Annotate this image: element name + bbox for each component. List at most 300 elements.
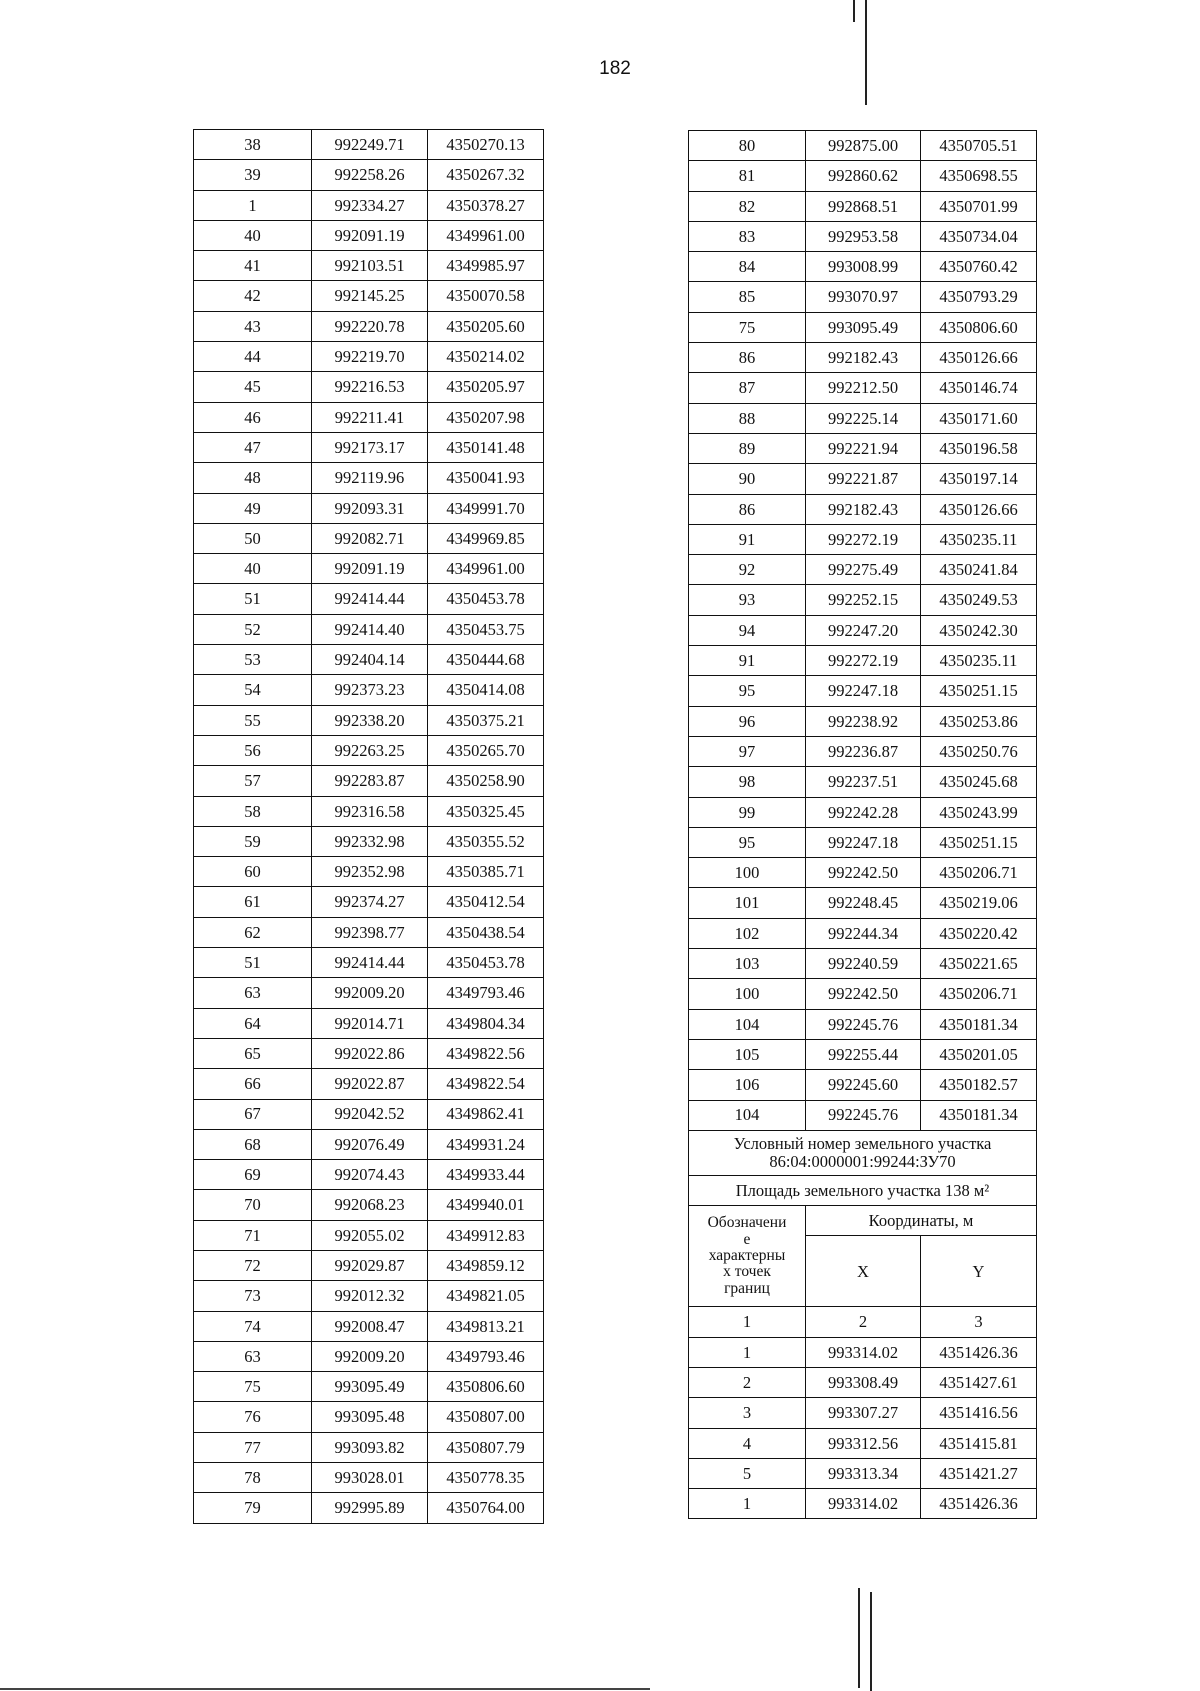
x-coordinate: 992875.00 (806, 131, 921, 161)
table-row (194, 1008, 544, 1038)
table-row (689, 373, 1037, 403)
point-number: 51 (194, 948, 312, 978)
x-coordinate: 992145.25 (312, 281, 428, 311)
y-coordinate: 4350793.29 (921, 282, 1037, 312)
x-coordinate: 992216.53 (312, 372, 428, 402)
x-coordinate: 992012.32 (312, 1281, 428, 1311)
x-coordinate: 992237.51 (806, 767, 921, 797)
x-coordinate: 992093.31 (312, 493, 428, 523)
point-number: 46 (194, 402, 312, 432)
header-points: Обозначени е характерны х точек границ (689, 1206, 806, 1307)
y-coordinate: 4350265.70 (428, 735, 544, 765)
y-coordinate: 4349813.21 (428, 1311, 544, 1341)
table-row (689, 1398, 1037, 1428)
x-coordinate: 992334.27 (312, 190, 428, 220)
y-coordinate: 4350778.35 (428, 1463, 544, 1493)
table-row (689, 646, 1037, 676)
point-number: 87 (689, 373, 806, 403)
y-coordinate: 4350214.02 (428, 342, 544, 372)
y-coordinate: 4350201.05 (921, 1039, 1037, 1069)
table-row (194, 1190, 544, 1220)
header-coordinates: Координаты, м (806, 1206, 1037, 1236)
point-number: 65 (194, 1038, 312, 1068)
point-number: 40 (194, 554, 312, 584)
y-coordinate: 4349940.01 (428, 1190, 544, 1220)
scan-fold-line (865, 0, 867, 105)
x-coordinate: 992248.45 (806, 888, 921, 918)
table-row (689, 1100, 1037, 1130)
x-coordinate: 992119.96 (312, 463, 428, 493)
point-number: 106 (689, 1070, 806, 1100)
point-number: 52 (194, 614, 312, 644)
y-coordinate: 4351416.56 (921, 1398, 1037, 1428)
point-number: 64 (194, 1008, 312, 1038)
y-coordinate: 4351427.61 (921, 1367, 1037, 1397)
y-coordinate: 4350171.60 (921, 403, 1037, 433)
point-number: 68 (194, 1129, 312, 1159)
x-coordinate: 993308.49 (806, 1367, 921, 1397)
y-coordinate: 4350734.04 (921, 221, 1037, 251)
point-number: 84 (689, 252, 806, 282)
table-row (689, 888, 1037, 918)
column-number: 1 (689, 1307, 806, 1337)
y-coordinate: 4350444.68 (428, 645, 544, 675)
point-number: 53 (194, 645, 312, 675)
table-row (194, 887, 544, 917)
table-row (689, 1367, 1037, 1397)
y-coordinate: 4350705.51 (921, 131, 1037, 161)
point-number: 95 (689, 676, 806, 706)
x-coordinate: 992404.14 (312, 645, 428, 675)
y-coordinate: 4350181.34 (921, 1009, 1037, 1039)
point-number: 62 (194, 917, 312, 947)
x-coordinate: 992236.87 (806, 736, 921, 766)
x-coordinate: 993313.34 (806, 1458, 921, 1488)
left-coordinates-table (193, 129, 544, 1524)
x-coordinate: 992009.20 (312, 1341, 428, 1371)
x-coordinate: 992868.51 (806, 191, 921, 221)
y-coordinate: 4350241.84 (921, 555, 1037, 585)
x-coordinate: 992182.43 (806, 494, 921, 524)
y-coordinate: 4350453.78 (428, 948, 544, 978)
point-number: 72 (194, 1250, 312, 1280)
point-number: 95 (689, 827, 806, 857)
y-coordinate: 4349912.83 (428, 1220, 544, 1250)
x-coordinate: 992242.50 (806, 979, 921, 1009)
table-row (194, 857, 544, 887)
x-coordinate: 992076.49 (312, 1129, 428, 1159)
y-coordinate: 4349793.46 (428, 978, 544, 1008)
table-row (194, 735, 544, 765)
point-number: 73 (194, 1281, 312, 1311)
y-coordinate: 4350701.99 (921, 191, 1037, 221)
y-coordinate: 4350806.60 (428, 1372, 544, 1402)
table-row (689, 403, 1037, 433)
x-coordinate: 992173.17 (312, 432, 428, 462)
point-number: 77 (194, 1432, 312, 1462)
point-number: 75 (194, 1372, 312, 1402)
point-number: 56 (194, 735, 312, 765)
point-number: 5 (689, 1458, 806, 1488)
y-coordinate: 4350245.68 (921, 767, 1037, 797)
y-coordinate: 4349991.70 (428, 493, 544, 523)
x-coordinate: 992352.98 (312, 857, 428, 887)
y-coordinate: 4350698.55 (921, 161, 1037, 191)
y-coordinate: 4350438.54 (428, 917, 544, 947)
y-coordinate: 4350041.93 (428, 463, 544, 493)
y-coordinate: 4350806.60 (921, 312, 1037, 342)
x-coordinate: 992398.77 (312, 917, 428, 947)
y-coordinate: 4350760.42 (921, 252, 1037, 282)
point-number: 82 (689, 191, 806, 221)
point-number: 86 (689, 494, 806, 524)
point-number: 83 (689, 221, 806, 251)
table-row (194, 584, 544, 614)
y-coordinate: 4350205.97 (428, 372, 544, 402)
x-coordinate: 993095.48 (312, 1402, 428, 1432)
table-row (689, 797, 1037, 827)
parcel-area-caption: Площадь земельного участка 138 м² (689, 1175, 1037, 1205)
point-number: 49 (194, 493, 312, 523)
point-number: 92 (689, 555, 806, 585)
point-number: 104 (689, 1009, 806, 1039)
y-coordinate: 4349862.41 (428, 1099, 544, 1129)
point-number: 97 (689, 736, 806, 766)
x-coordinate: 992272.19 (806, 524, 921, 554)
y-coordinate: 4350251.15 (921, 827, 1037, 857)
table-row (194, 1069, 544, 1099)
table-row (689, 1070, 1037, 1100)
point-number: 67 (194, 1099, 312, 1129)
point-number: 75 (689, 312, 806, 342)
y-coordinate: 4350355.52 (428, 826, 544, 856)
point-number: 47 (194, 432, 312, 462)
x-coordinate: 992042.52 (312, 1099, 428, 1129)
y-coordinate: 4349933.44 (428, 1160, 544, 1190)
table-row (194, 1372, 544, 1402)
x-coordinate: 992221.94 (806, 433, 921, 463)
y-coordinate: 4350196.58 (921, 433, 1037, 463)
column-number: 3 (921, 1307, 1037, 1337)
table-row (689, 161, 1037, 191)
y-coordinate: 4350207.98 (428, 402, 544, 432)
point-number: 1 (689, 1489, 806, 1519)
y-coordinate: 4351421.27 (921, 1458, 1037, 1488)
table-row (194, 614, 544, 644)
table-row (194, 1129, 544, 1159)
point-number: 100 (689, 979, 806, 1009)
y-coordinate: 4350206.71 (921, 979, 1037, 1009)
table-row (689, 464, 1037, 494)
y-coordinate: 4350141.48 (428, 432, 544, 462)
table-row (194, 1341, 544, 1371)
point-number: 1 (689, 1337, 806, 1367)
point-number: 102 (689, 918, 806, 948)
point-number: 57 (194, 766, 312, 796)
table-row (689, 191, 1037, 221)
table-row (194, 978, 544, 1008)
point-number: 93 (689, 585, 806, 615)
x-coordinate: 992263.25 (312, 735, 428, 765)
y-coordinate: 4349961.00 (428, 554, 544, 584)
y-coordinate: 4349822.56 (428, 1038, 544, 1068)
table-row (689, 282, 1037, 312)
table-row (194, 917, 544, 947)
table-row (194, 554, 544, 584)
point-number: 78 (194, 1463, 312, 1493)
point-number: 4 (689, 1428, 806, 1458)
point-number: 1 (194, 190, 312, 220)
table-row (689, 858, 1037, 888)
x-coordinate: 992244.34 (806, 918, 921, 948)
x-coordinate: 992338.20 (312, 705, 428, 735)
table-row (689, 252, 1037, 282)
point-number: 90 (689, 464, 806, 494)
x-coordinate: 993095.49 (806, 312, 921, 342)
table-row (689, 615, 1037, 645)
table-row (194, 220, 544, 250)
point-number: 80 (689, 131, 806, 161)
column-number-row (689, 1307, 1037, 1337)
point-number: 66 (194, 1069, 312, 1099)
y-coordinate: 4350219.06 (921, 888, 1037, 918)
x-coordinate: 992414.44 (312, 948, 428, 978)
point-number: 99 (689, 797, 806, 827)
x-coordinate: 992014.71 (312, 1008, 428, 1038)
y-coordinate: 4350253.86 (921, 706, 1037, 736)
table-row (689, 585, 1037, 615)
y-coordinate: 4350126.66 (921, 343, 1037, 373)
point-number: 41 (194, 251, 312, 281)
table-row (689, 1039, 1037, 1069)
header-y: Y (921, 1236, 1037, 1307)
table-row (194, 1463, 544, 1493)
point-number: 81 (689, 161, 806, 191)
point-number: 96 (689, 706, 806, 736)
y-coordinate: 4350205.60 (428, 311, 544, 341)
table-row (194, 1038, 544, 1068)
point-number: 74 (194, 1311, 312, 1341)
point-number: 86 (689, 343, 806, 373)
x-coordinate: 992414.40 (312, 614, 428, 644)
table-row (194, 1099, 544, 1129)
point-number: 63 (194, 1341, 312, 1371)
point-number: 50 (194, 523, 312, 553)
point-number: 51 (194, 584, 312, 614)
table-row (194, 463, 544, 493)
x-coordinate: 993008.99 (806, 252, 921, 282)
table-row (194, 1402, 544, 1432)
y-coordinate: 4350206.71 (921, 858, 1037, 888)
y-coordinate: 4350126.66 (921, 494, 1037, 524)
x-coordinate: 992242.28 (806, 797, 921, 827)
table-row (194, 432, 544, 462)
point-number: 79 (194, 1493, 312, 1523)
y-coordinate: 4350249.53 (921, 585, 1037, 615)
point-number: 40 (194, 220, 312, 250)
x-coordinate: 992009.20 (312, 978, 428, 1008)
table-row (194, 796, 544, 826)
y-coordinate: 4350235.11 (921, 646, 1037, 676)
parcel-number-caption: Условный номер земельного участка 86:04:0000001:99244:ЗУ70 (689, 1130, 1037, 1175)
point-number: 61 (194, 887, 312, 917)
x-coordinate: 992245.76 (806, 1009, 921, 1039)
point-number: 89 (689, 433, 806, 463)
x-coordinate: 992953.58 (806, 221, 921, 251)
point-number: 63 (194, 978, 312, 1008)
y-coordinate: 4350235.11 (921, 524, 1037, 554)
x-coordinate: 992247.18 (806, 827, 921, 857)
y-coordinate: 4349822.54 (428, 1069, 544, 1099)
table-row (194, 1281, 544, 1311)
point-number: 45 (194, 372, 312, 402)
table-row (194, 948, 544, 978)
x-coordinate: 992103.51 (312, 251, 428, 281)
point-number: 91 (689, 646, 806, 676)
parcel-caption-row (689, 1130, 1037, 1175)
point-number: 58 (194, 796, 312, 826)
x-coordinate: 992211.41 (312, 402, 428, 432)
point-number: 103 (689, 949, 806, 979)
x-coordinate: 993095.49 (312, 1372, 428, 1402)
x-coordinate: 992332.98 (312, 826, 428, 856)
y-coordinate: 4350197.14 (921, 464, 1037, 494)
y-coordinate: 4349859.12 (428, 1250, 544, 1280)
y-coordinate: 4350258.90 (428, 766, 544, 796)
table-row (194, 311, 544, 341)
right-coordinates-table (688, 130, 1037, 1519)
point-number: 43 (194, 311, 312, 341)
table-row (689, 767, 1037, 797)
point-number: 70 (194, 1190, 312, 1220)
point-number: 38 (194, 130, 312, 160)
x-coordinate: 992252.15 (806, 585, 921, 615)
x-coordinate: 992022.87 (312, 1069, 428, 1099)
point-number: 91 (689, 524, 806, 554)
point-number: 100 (689, 858, 806, 888)
table-row (194, 251, 544, 281)
y-coordinate: 4350453.75 (428, 614, 544, 644)
table-row (194, 190, 544, 220)
y-coordinate: 4350385.71 (428, 857, 544, 887)
x-coordinate: 992245.76 (806, 1100, 921, 1130)
header-x: X (806, 1236, 921, 1307)
x-coordinate: 993314.02 (806, 1337, 921, 1367)
point-number: 94 (689, 615, 806, 645)
x-coordinate: 992091.19 (312, 220, 428, 250)
table-row (194, 130, 544, 160)
x-coordinate: 993070.97 (806, 282, 921, 312)
y-coordinate: 4350378.27 (428, 190, 544, 220)
x-coordinate: 992275.49 (806, 555, 921, 585)
y-coordinate: 4350325.45 (428, 796, 544, 826)
table-row (194, 281, 544, 311)
y-coordinate: 4351426.36 (921, 1337, 1037, 1367)
y-coordinate: 4350242.30 (921, 615, 1037, 645)
y-coordinate: 4349961.00 (428, 220, 544, 250)
y-coordinate: 4350181.34 (921, 1100, 1037, 1130)
table-row (194, 342, 544, 372)
y-coordinate: 4350270.13 (428, 130, 544, 160)
table-row (194, 1311, 544, 1341)
table-row (689, 736, 1037, 766)
x-coordinate: 992374.27 (312, 887, 428, 917)
x-coordinate: 993312.56 (806, 1428, 921, 1458)
x-coordinate: 992272.19 (806, 646, 921, 676)
table-row (689, 555, 1037, 585)
y-coordinate: 4349821.05 (428, 1281, 544, 1311)
x-coordinate: 992055.02 (312, 1220, 428, 1250)
x-coordinate: 992414.44 (312, 584, 428, 614)
table-row (689, 494, 1037, 524)
table-row (689, 1009, 1037, 1039)
y-coordinate: 4349985.97 (428, 251, 544, 281)
scan-fold-line (853, 0, 855, 22)
y-coordinate: 4350412.54 (428, 887, 544, 917)
table-row (194, 675, 544, 705)
y-coordinate: 4350243.99 (921, 797, 1037, 827)
table-row (689, 949, 1037, 979)
table-row (194, 826, 544, 856)
table-row (194, 705, 544, 735)
y-coordinate: 4351415.81 (921, 1428, 1037, 1458)
point-number: 98 (689, 767, 806, 797)
area-caption-row (689, 1175, 1037, 1205)
scan-edge-line (0, 1688, 650, 1690)
table-row (689, 1489, 1037, 1519)
x-coordinate: 992068.23 (312, 1190, 428, 1220)
x-coordinate: 992220.78 (312, 311, 428, 341)
table-row (194, 1432, 544, 1462)
point-number: 105 (689, 1039, 806, 1069)
point-number: 2 (689, 1367, 806, 1397)
x-coordinate: 992074.43 (312, 1160, 428, 1190)
y-coordinate: 4351426.36 (921, 1489, 1037, 1519)
table-row (689, 131, 1037, 161)
y-coordinate: 4350807.00 (428, 1402, 544, 1432)
x-coordinate: 992249.71 (312, 130, 428, 160)
point-number: 69 (194, 1160, 312, 1190)
x-coordinate: 992247.20 (806, 615, 921, 645)
point-number: 71 (194, 1220, 312, 1250)
x-coordinate: 992283.87 (312, 766, 428, 796)
header-row (689, 1206, 1037, 1236)
point-number: 88 (689, 403, 806, 433)
y-coordinate: 4350267.32 (428, 160, 544, 190)
y-coordinate: 4350220.42 (921, 918, 1037, 948)
x-coordinate: 992219.70 (312, 342, 428, 372)
table-row (689, 524, 1037, 554)
y-coordinate: 4350070.58 (428, 281, 544, 311)
table-row (689, 918, 1037, 948)
table-row (194, 1220, 544, 1250)
table-row (689, 827, 1037, 857)
y-coordinate: 4350182.57 (921, 1070, 1037, 1100)
table-row (194, 160, 544, 190)
x-coordinate: 992255.44 (806, 1039, 921, 1069)
x-coordinate: 992258.26 (312, 160, 428, 190)
point-number: 44 (194, 342, 312, 372)
x-coordinate: 992022.86 (312, 1038, 428, 1068)
x-coordinate: 992225.14 (806, 403, 921, 433)
table-row (689, 343, 1037, 373)
column-number: 2 (806, 1307, 921, 1337)
y-coordinate: 4350221.65 (921, 949, 1037, 979)
point-number: 104 (689, 1100, 806, 1130)
table-row (194, 402, 544, 432)
y-coordinate: 4349804.34 (428, 1008, 544, 1038)
point-number: 3 (689, 1398, 806, 1428)
